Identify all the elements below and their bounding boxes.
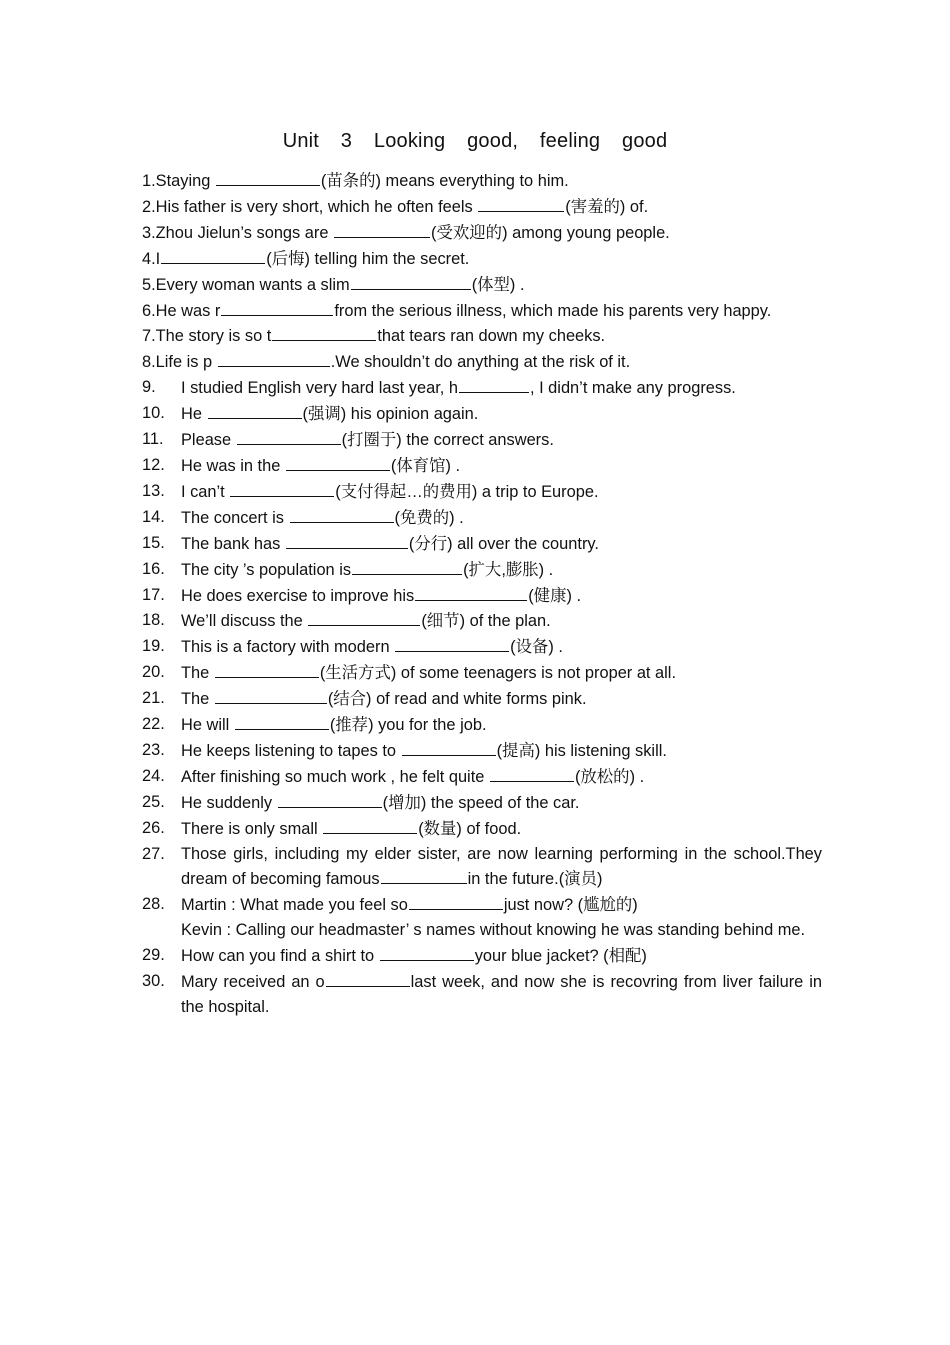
answer-blank[interactable] bbox=[230, 479, 334, 497]
exercise-item bbox=[142, 427, 822, 453]
item-number: 30. bbox=[142, 972, 165, 991]
item-text: (打圈于) the correct answers. bbox=[341, 431, 554, 450]
item-text: He keeps listening to tapes to bbox=[181, 741, 401, 760]
item-number: 14. bbox=[142, 507, 165, 526]
exercise-item bbox=[142, 842, 822, 893]
exercise-item bbox=[142, 531, 822, 557]
item-text: your blue jacket? (相配) bbox=[474, 947, 647, 966]
item-text: I can’t bbox=[181, 482, 230, 501]
exercise-item bbox=[142, 634, 822, 660]
item-text: He does exercise to improve his bbox=[181, 586, 415, 605]
item-text: The bbox=[181, 690, 214, 709]
answer-blank[interactable] bbox=[290, 505, 394, 523]
item-text: (提高) his listening skill. bbox=[496, 741, 667, 760]
answer-blank[interactable] bbox=[235, 712, 329, 730]
answer-blank[interactable] bbox=[478, 194, 564, 212]
item-text: in the future.(演员) bbox=[467, 870, 603, 889]
item-text: (体型) . bbox=[471, 275, 525, 294]
item-text: (增加) the speed of the car. bbox=[382, 793, 580, 812]
item-text: Zhou Jielun’s songs are bbox=[155, 223, 334, 242]
answer-blank[interactable] bbox=[402, 738, 496, 756]
exercise-item bbox=[142, 816, 822, 842]
item-text: (后悔) telling him the secret. bbox=[266, 249, 470, 268]
item-text: He was in the bbox=[181, 456, 285, 475]
item-number: 6. bbox=[142, 301, 156, 320]
answer-blank[interactable] bbox=[490, 764, 574, 782]
item-number: 24. bbox=[142, 766, 165, 785]
exercise-item bbox=[142, 608, 822, 634]
item-number: 20. bbox=[142, 663, 165, 682]
answer-blank[interactable] bbox=[208, 401, 302, 419]
item-number: 10. bbox=[142, 404, 165, 423]
answer-blank[interactable] bbox=[409, 892, 503, 910]
item-text: He suddenly bbox=[181, 793, 277, 812]
exercise-item bbox=[142, 453, 822, 479]
page-title: Unit 3 Looking good, feeling good bbox=[282, 130, 668, 152]
item-text: The bank has bbox=[181, 534, 285, 553]
item-text: I bbox=[155, 249, 161, 268]
item-text: He was r bbox=[155, 301, 221, 320]
exercise-item bbox=[142, 272, 822, 298]
item-text: (扩大,膨胀) . bbox=[463, 560, 554, 579]
answer-blank[interactable] bbox=[272, 323, 376, 341]
item-number: 11. bbox=[142, 430, 164, 449]
exercise-item bbox=[142, 583, 822, 609]
item-number: 21. bbox=[142, 689, 165, 708]
item-text: that tears ran down my cheeks. bbox=[377, 327, 606, 346]
item-text: Every woman wants a slim bbox=[155, 275, 350, 294]
exercise-item bbox=[142, 764, 822, 790]
answer-blank[interactable] bbox=[278, 790, 382, 808]
answer-blank[interactable] bbox=[215, 660, 319, 678]
answer-blank[interactable] bbox=[334, 220, 430, 238]
exercise-item bbox=[142, 505, 822, 531]
exercise-item bbox=[142, 790, 822, 816]
item-number: 13. bbox=[142, 481, 165, 500]
item-text: (健康) . bbox=[528, 586, 582, 605]
exercise-item bbox=[142, 943, 822, 969]
exercise-item bbox=[142, 401, 822, 427]
item-text: He will bbox=[181, 716, 234, 735]
item-text: (强调) his opinion again. bbox=[302, 405, 479, 424]
item-number: 26. bbox=[142, 818, 165, 837]
item-text: (免费的) . bbox=[394, 508, 464, 527]
item-text: Please bbox=[181, 431, 236, 450]
item-text: Those girls, including my elder sister, are now learning performing in the school.They dream of becoming famous bbox=[181, 844, 822, 889]
answer-blank[interactable] bbox=[381, 866, 467, 884]
answer-blank[interactable] bbox=[216, 168, 320, 186]
item-text: (受欢迎的) among young people. bbox=[431, 223, 670, 242]
item-text: This is a factory with modern bbox=[181, 638, 395, 657]
answer-blank[interactable] bbox=[161, 246, 265, 264]
exercise-item bbox=[142, 349, 822, 375]
answer-blank[interactable] bbox=[215, 686, 327, 704]
item-text: (数量) of food. bbox=[418, 819, 522, 838]
item-text: There is only small bbox=[181, 819, 323, 838]
answer-blank[interactable] bbox=[218, 349, 330, 367]
item-text: I studied English very hard last year, h bbox=[181, 379, 458, 398]
item-dialogue: Kevin : Calling our headmaster’ s names without knowing he was standing behind me. bbox=[181, 921, 806, 940]
item-number: 12. bbox=[142, 455, 165, 474]
item-number: 27. bbox=[142, 844, 165, 863]
item-text: The bbox=[181, 664, 214, 683]
item-text: Mary received an o bbox=[181, 973, 325, 992]
exercise-item bbox=[142, 168, 822, 194]
item-number: 3. bbox=[142, 223, 156, 242]
item-number: 9. bbox=[142, 378, 156, 397]
item-number: 7. bbox=[142, 327, 156, 346]
exercise-item bbox=[142, 660, 822, 686]
exercise-item bbox=[142, 969, 822, 1020]
item-number: 25. bbox=[142, 792, 165, 811]
item-text: (支付得起…的费用) a trip to Europe. bbox=[335, 482, 599, 501]
item-number: 2. bbox=[142, 197, 156, 216]
item-number: 29. bbox=[142, 946, 165, 965]
item-text: (细节) of the plan. bbox=[421, 612, 551, 631]
exercise-item bbox=[142, 220, 822, 246]
item-text: (设备) . bbox=[510, 638, 563, 657]
exercise-item bbox=[142, 712, 822, 738]
answer-blank[interactable] bbox=[286, 531, 408, 549]
item-number: 4. bbox=[142, 249, 156, 268]
item-text: He bbox=[181, 405, 207, 424]
item-text: Martin : What made you feel so bbox=[181, 896, 408, 915]
answer-blank[interactable] bbox=[395, 634, 509, 652]
item-text: (结合) of read and white forms pink. bbox=[327, 690, 587, 709]
item-number: 19. bbox=[142, 637, 165, 656]
item-text: (放松的) . bbox=[574, 767, 645, 786]
exercise-item bbox=[142, 323, 822, 349]
item-number: 28. bbox=[142, 895, 165, 914]
exercise-item bbox=[142, 298, 822, 324]
item-number: 5. bbox=[142, 275, 156, 294]
answer-blank[interactable] bbox=[237, 427, 341, 445]
item-number: 16. bbox=[142, 559, 165, 578]
item-text: (害羞的) of. bbox=[565, 197, 649, 216]
item-text: How can you find a shirt to bbox=[181, 947, 379, 966]
item-text: (体育馆) . bbox=[390, 456, 461, 475]
item-text: (苗条的) means everything to him. bbox=[320, 172, 569, 190]
item-number: 15. bbox=[142, 533, 165, 552]
item-text: from the serious illness, which made his parents very happy. bbox=[334, 301, 772, 320]
item-number: 23. bbox=[142, 740, 165, 759]
item-number: 18. bbox=[142, 611, 165, 630]
exercise-item bbox=[142, 246, 822, 272]
item-number: 22. bbox=[142, 715, 165, 734]
answer-blank[interactable] bbox=[326, 969, 410, 987]
item-text: We’ll discuss the bbox=[181, 612, 308, 631]
item-text: (推荐) you for the job. bbox=[329, 716, 487, 735]
answer-blank[interactable] bbox=[415, 583, 527, 601]
exercise-item bbox=[142, 479, 822, 505]
item-number: 17. bbox=[142, 585, 165, 604]
item-text: (分行) all over the country. bbox=[408, 534, 599, 553]
item-text: The story is so t bbox=[155, 327, 272, 346]
item-text: Life is p bbox=[155, 353, 217, 372]
exercise-item bbox=[142, 557, 822, 583]
answer-blank[interactable] bbox=[380, 943, 474, 961]
item-text: After finishing so much work , he felt quite bbox=[181, 767, 489, 786]
exercise-item bbox=[142, 686, 822, 712]
exercise-item bbox=[142, 375, 822, 401]
item-text: .We shouldn’t do anything at the risk of it. bbox=[330, 353, 631, 372]
exercise-list bbox=[142, 168, 822, 1020]
answer-blank[interactable] bbox=[308, 608, 420, 626]
item-text: The city ’s population is bbox=[181, 560, 352, 579]
answer-blank[interactable] bbox=[352, 557, 462, 575]
item-text: Staying bbox=[155, 172, 215, 190]
answer-blank[interactable] bbox=[286, 453, 390, 471]
item-number: 8. bbox=[142, 353, 156, 372]
item-text: The concert is bbox=[181, 508, 289, 527]
item-text: His father is very short, which he often feels bbox=[155, 197, 478, 216]
item-text: , I didn’t make any progress. bbox=[529, 379, 736, 398]
exercise-item bbox=[142, 892, 822, 943]
item-text: (生活方式) of some teenagers is not proper at all. bbox=[319, 664, 676, 683]
item-text: last week, and now she is recovring from liver failure in the hospital. bbox=[181, 973, 822, 1016]
answer-blank[interactable] bbox=[459, 375, 529, 393]
answer-blank[interactable] bbox=[351, 272, 471, 290]
answer-blank[interactable] bbox=[221, 298, 333, 316]
item-number: 1. bbox=[142, 172, 156, 190]
answer-blank[interactable] bbox=[323, 816, 417, 834]
exercise-item bbox=[142, 738, 822, 764]
exercise-item bbox=[142, 194, 822, 220]
item-text: just now? (尴尬的) bbox=[503, 896, 638, 915]
